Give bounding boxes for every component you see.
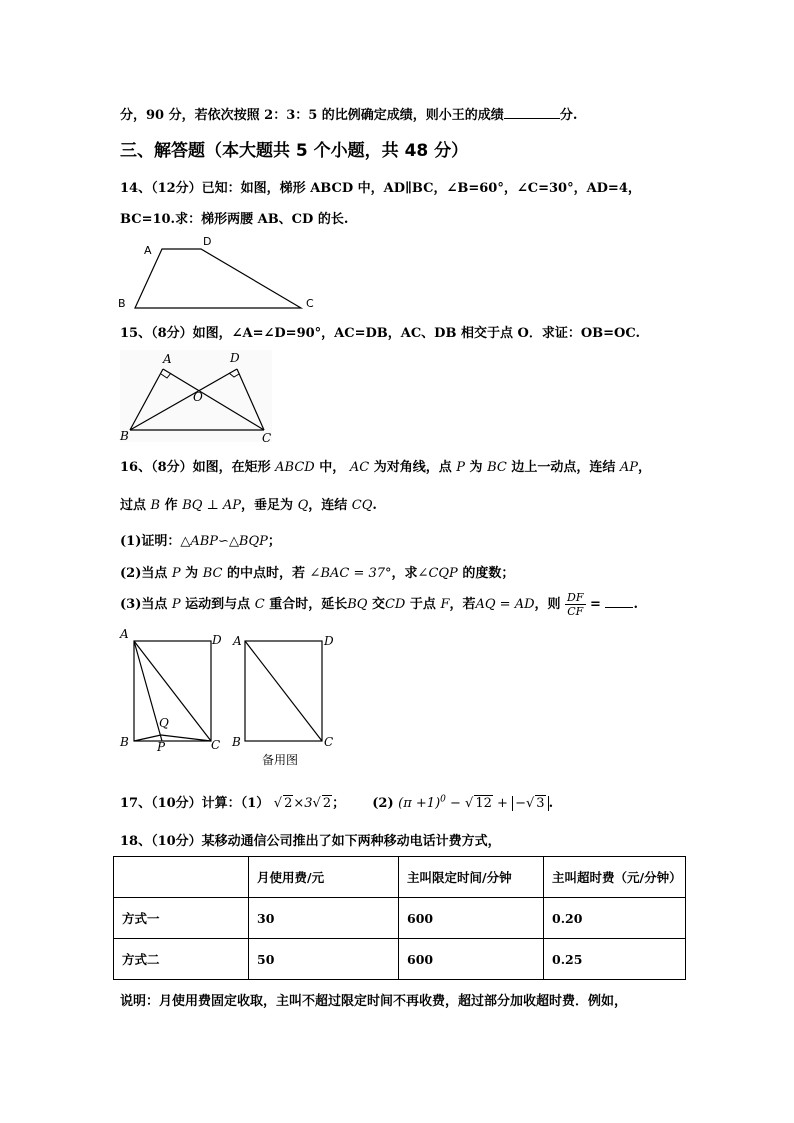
label-C: C <box>211 738 221 752</box>
q14-line2: BC=10.求：梯形两腰 AB、CD 的长. <box>120 212 349 227</box>
table-row <box>114 939 686 980</box>
label-O: O <box>193 390 203 404</box>
table-cell: 方式一 <box>114 898 249 939</box>
q16-figure-main <box>115 625 230 755</box>
previous-question-tail: 分，90 分，若依次按照 2：3：5 的比例确定成绩，则小王的成绩 分. <box>120 108 578 123</box>
label-A: A <box>144 244 152 257</box>
label-B: B <box>120 429 129 443</box>
label-A: A <box>120 627 129 641</box>
billing-plans-table <box>113 856 686 980</box>
label-B: B <box>120 735 129 749</box>
diagonal-AC <box>134 641 211 741</box>
table-cell: 0.20 <box>544 898 686 939</box>
fraction-df-cf: $\frac{DF}{CF}$ <box>567 591 584 618</box>
label-B: B <box>118 297 126 310</box>
table-cell: 600 <box>399 898 544 939</box>
table-cell: 600 <box>399 939 544 980</box>
q14-line1: 14、（12分）已知：如图，梯形 ABCD 中，AD∥BC，∠B=60°，∠C=30°，AD=4， <box>120 181 641 196</box>
header-cell <box>114 857 249 898</box>
answer-blank <box>504 118 560 119</box>
q18-intro: 18、（10分）某移动通信公司推出了如下两种移动电话计费方式， <box>120 834 501 849</box>
section-title: 三、解答题（本大题共 5 个小题，共 48 分） <box>120 141 469 161</box>
q17-text: 17、（10分）计算：（1） √ 2×3√ 2； (2) $(\pi +1)^0$ − √ 12 + −√ 3 . <box>120 794 554 811</box>
header-cell: 主叫超时费（元/分钟） <box>544 857 686 898</box>
trapezoid-shape <box>135 249 301 308</box>
label-D: D <box>203 235 212 248</box>
header-cell: 主叫限定时间/分钟 <box>399 857 544 898</box>
label-A: A <box>233 634 242 648</box>
label-B: B <box>232 735 241 749</box>
q16-subquestion-1: (1)证明：△ABP∽△BQP； <box>120 534 281 549</box>
table-cell: 方式二 <box>114 939 249 980</box>
table-cell: 50 <box>249 939 399 980</box>
q15-text: 15、（8分）如图，∠A=∠D=90°，AC=DB，AC、DB 相交于点 O．求证：OB=OC. <box>120 326 640 341</box>
answer-blank <box>605 607 633 608</box>
diagonal-AC <box>245 641 322 741</box>
label-D: D <box>230 351 240 365</box>
table-cell: 0.25 <box>544 939 686 980</box>
label-A: A <box>163 352 172 366</box>
segment-AP <box>134 641 162 741</box>
label-C: C <box>324 735 334 749</box>
q16-subquestion-2: (2)当点 P 为 BC 的中点时，若 ∠BAC = 37°，求∠CQP 的度数； <box>120 566 515 581</box>
label-C: C <box>262 431 272 445</box>
q14-trapezoid-figure <box>112 232 327 314</box>
label-Q: Q <box>159 716 169 730</box>
label-P: P <box>157 740 166 754</box>
label-D: D <box>324 634 334 648</box>
figure-caption: 备用图 <box>262 753 299 767</box>
q16-line2: 过点 B 作 BQ ⊥ AP，垂足为 Q，连结 CQ. <box>120 498 377 513</box>
q16-figure-spare <box>226 625 346 775</box>
q15-figure <box>115 348 280 446</box>
q16-line1: 16、（8分）如图，在矩形 ABCD 中， AC 为对角线，点 P 为 BC 边上一动点，连结 AP， <box>120 460 652 475</box>
segment-CQ <box>161 735 211 741</box>
header-cell: 月使用费/元 <box>249 857 399 898</box>
label-D: D <box>212 633 222 647</box>
table-row <box>114 898 686 939</box>
table-cell: 30 <box>249 898 399 939</box>
q16-subquestion-3: (3)当点 P 运动到与点 C 重合时，延长BQ 交CD 于点 F，若AQ = AD，则 $\frac{DF}{CF}$ = . <box>120 591 638 618</box>
q18-note: 说明：月使用费固定收取，主叫不超过限定时间不再收费，超过部分加收超时费．例如， <box>120 994 628 1009</box>
label-C: C <box>306 297 314 310</box>
q17-part2-expression: $(\pi +1)^0$ − √ 12 + −√ 3 <box>398 796 548 811</box>
table-header-row <box>114 857 686 898</box>
q17-part1-expression: √ 2×3√ 2 <box>273 796 332 811</box>
